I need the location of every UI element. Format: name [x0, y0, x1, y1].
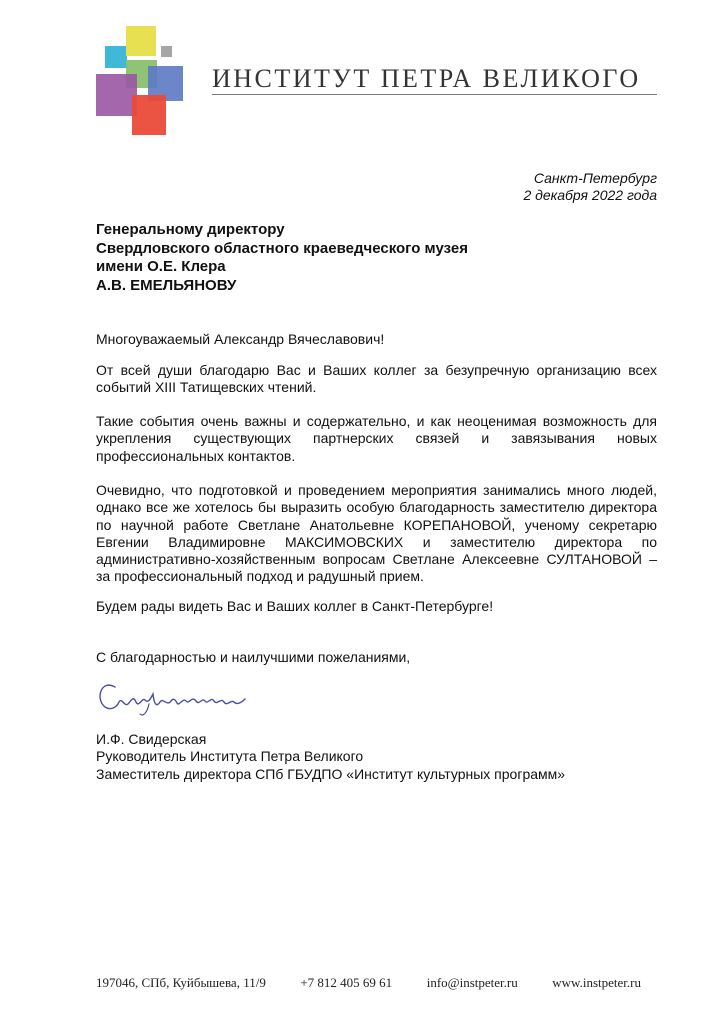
footer-contacts: [96, 975, 641, 991]
signer-name: И.Ф. Свидерская: [96, 731, 207, 747]
greeting-text: Многоуважаемый Александр Вячеславович!: [96, 331, 385, 347]
addressee-organization-name: имени О.Е. Клера: [96, 258, 226, 275]
logo-square-gray: [161, 46, 172, 57]
paragraph-text: Будем рады видеть Вас и Ваших коллег в Санкт-Петербурге!: [96, 598, 494, 614]
footer-website: www.instpeter.ru: [552, 975, 641, 990]
paragraph-text: Такие события очень важны и содержательно, и как неоценимая возможность для укрепления существующих партнерских связей и завязывания новых профессиональных контактов.: [96, 413, 657, 464]
place-and-date: [523, 170, 657, 204]
handwritten-signature: [93, 677, 253, 717]
logo-square-yellow: [126, 26, 156, 56]
signer-block: [96, 731, 565, 783]
institute-name: ИНСТИТУТ ПЕТРА ВЕЛИКОГО: [212, 64, 641, 93]
footer-phone: +7 812 405 69 61: [300, 975, 393, 990]
letter-paragraph-4: [96, 598, 657, 615]
header-divider: [212, 94, 657, 95]
addressee-block: [96, 221, 468, 295]
letter-paragraph-1: [96, 362, 657, 397]
footer-email: info@instpeter.ru: [426, 975, 518, 990]
logo-square-cyan: [105, 46, 127, 68]
institute-logo: [96, 24, 188, 140]
paragraph-text: От всей души благодарю Вас и Ваших коллег за безупречную организацию всех событий XIII Татищевских чтений.: [96, 362, 657, 396]
letter-paragraph-3: [96, 482, 657, 586]
footer-address: 197046, СПб, Куйбышева, 11/9: [96, 975, 266, 990]
paragraph-text: Очевидно, что подготовкой и проведением мероприятия занимались много людей, однако все же хотелось бы выразить особую благодарность заместителю директора по научной работе Светлане Анатольевне КОРЕПАНОВОЙ, ученому секретарю Евгении Владимировне МАКСИМОВСКИХ и заместителю директора по административно-хозяйственным вопросам Светлане Алексеевне СУЛТАНОВОЙ – за профессиональный подход и радушный прием.: [96, 482, 657, 585]
letter-paragraph-2: [96, 413, 657, 465]
logo-square-red: [132, 95, 166, 135]
addressee-position: Генеральному директору: [96, 221, 285, 238]
signer-title: Руководитель Института Петра Великого: [96, 748, 364, 765]
addressee-organization: Свердловского областного краеведческого музея: [96, 239, 468, 257]
city: Санкт-Петербург: [533, 170, 657, 186]
addressee-name: А.В. ЕМЕЛЬЯНОВУ: [96, 276, 237, 294]
letter-closing: [96, 649, 657, 666]
closing-text: С благодарностью и наилучшими пожеланиями,: [96, 649, 411, 665]
date: 2 декабря 2022 года: [523, 187, 657, 203]
signer-title-2: Заместитель директора СПб ГБУДПО «Институт культурных программ»: [96, 765, 566, 782]
logo-square-purple: [96, 74, 137, 116]
letter-greeting: [96, 331, 657, 348]
